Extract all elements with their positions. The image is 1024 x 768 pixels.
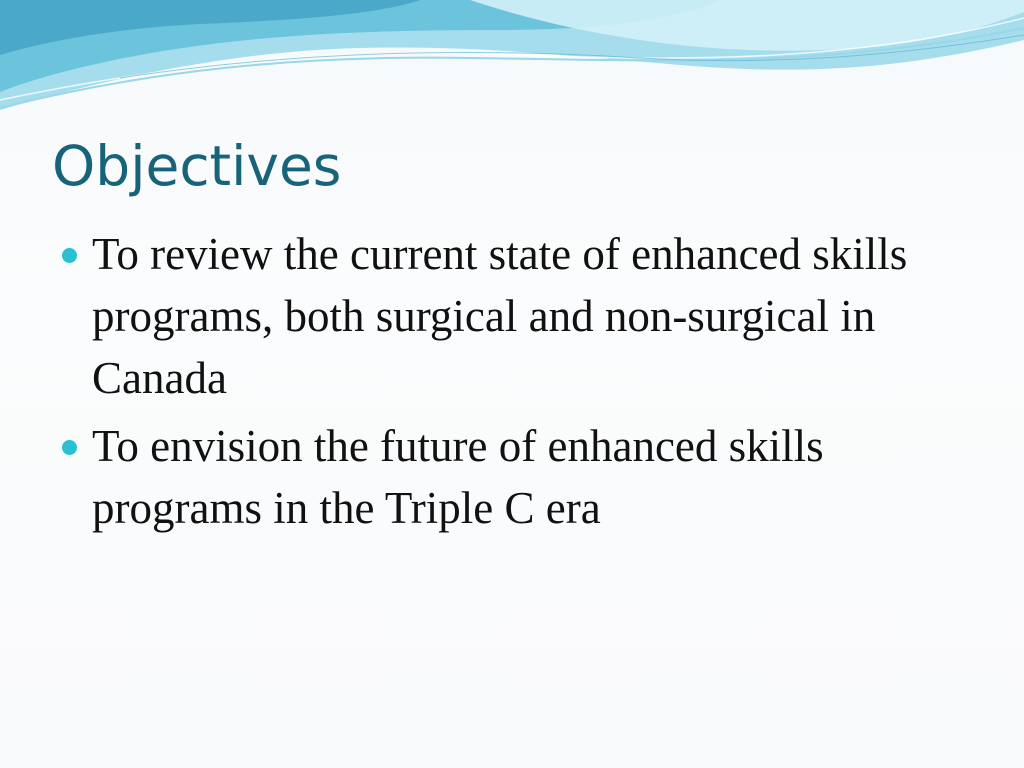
bullet-list bbox=[62, 223, 982, 545]
slide-title: Objectives bbox=[52, 134, 342, 198]
bullet-text: To envision the future of enhanced skills programs in the Triple C era bbox=[92, 421, 824, 533]
bullet-dot-icon bbox=[62, 440, 77, 455]
bullet-dot-icon bbox=[62, 248, 77, 263]
bullet-text: To review the current state of enhanced skills programs, both surgical and non-surgical in Canada bbox=[92, 229, 908, 403]
bullet-item bbox=[62, 223, 982, 409]
bullet-item bbox=[62, 415, 982, 539]
header-wave-decoration bbox=[0, 0, 1024, 130]
